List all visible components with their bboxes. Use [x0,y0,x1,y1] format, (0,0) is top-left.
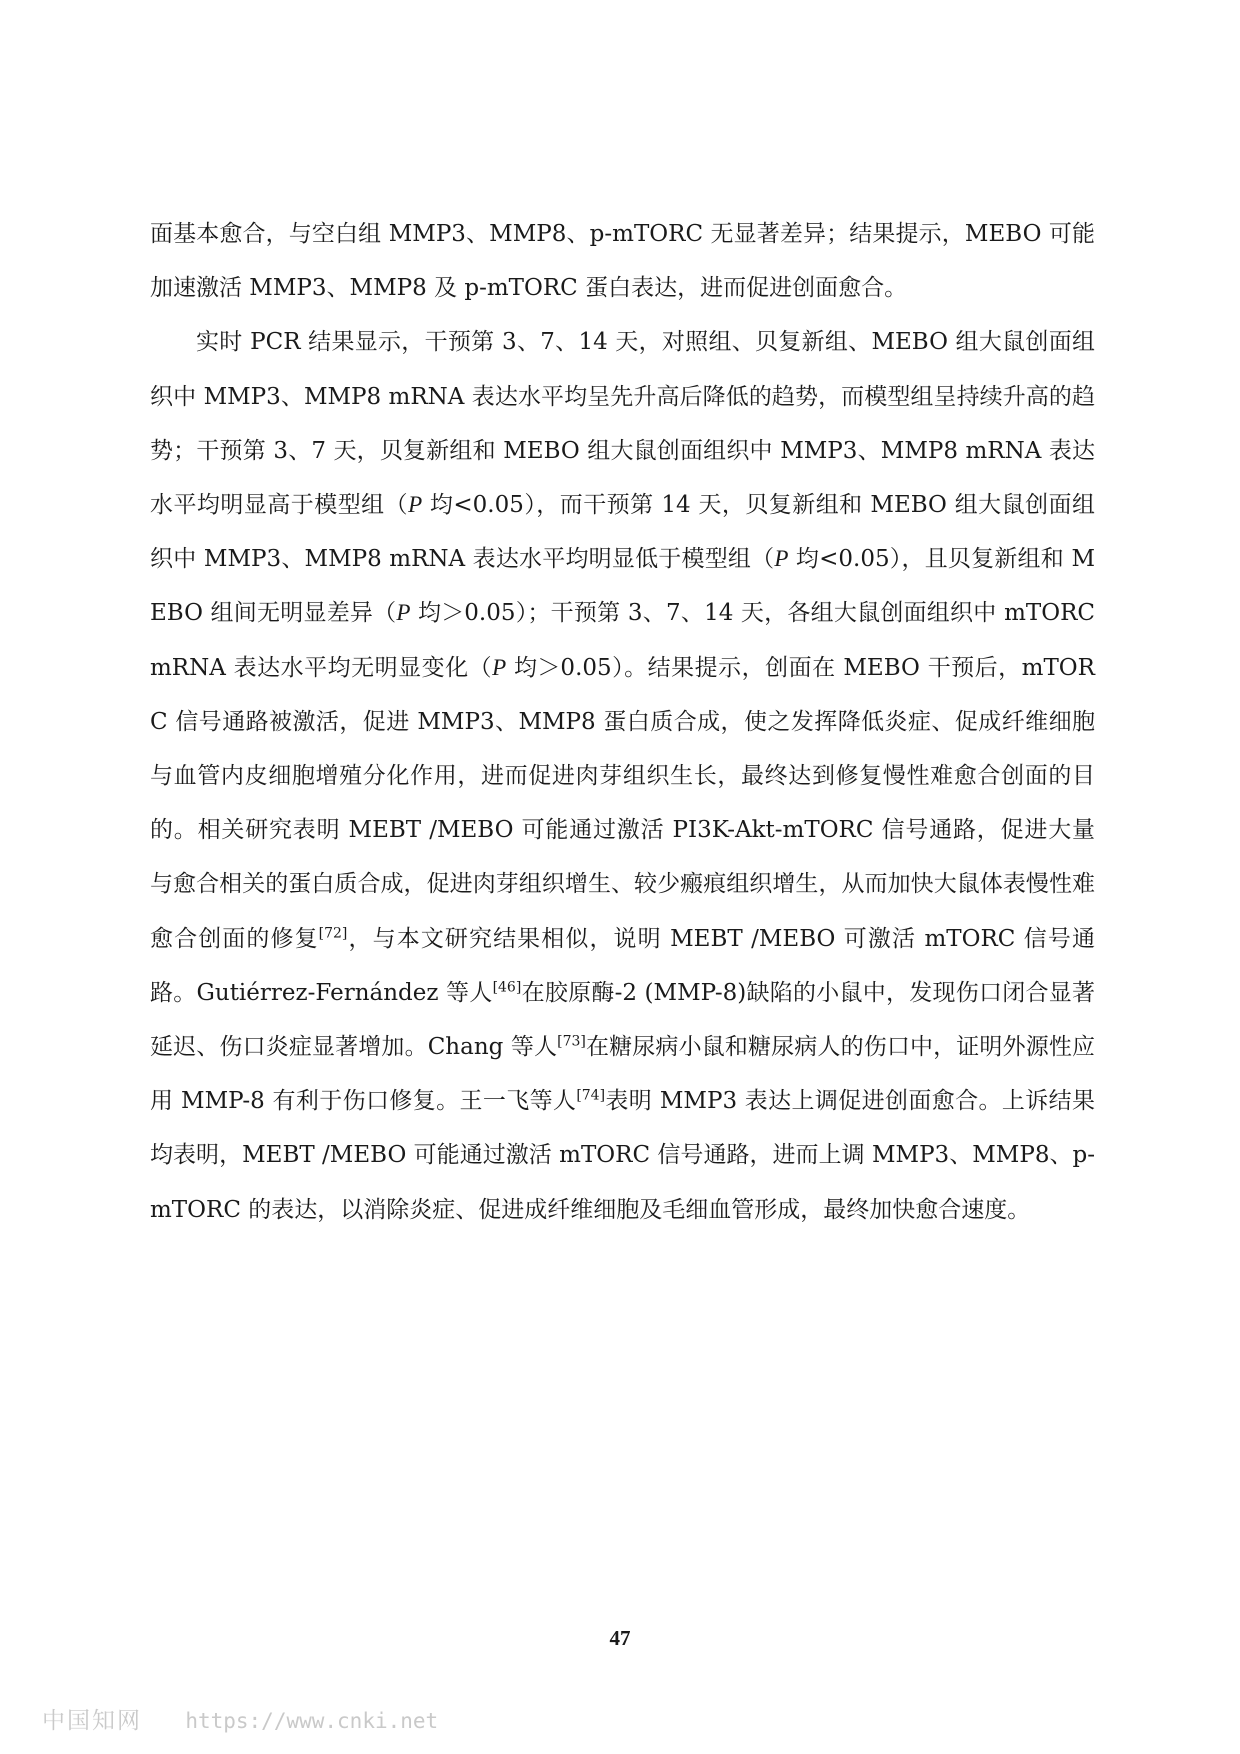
watermark-url: https://www.cnki.net [185,1709,439,1733]
cnki-watermark [42,1702,438,1735]
italic-symbol: P [492,654,507,680]
watermark-name: 中国知网 [42,1708,142,1734]
citation-ref: [72] [318,924,348,941]
text-run: 面基本愈合，与空白组 MMP3、MMP8、p-mTORC 无显著差异；结果提示，MEBO 可能加速激活 MMP3、MMP8 及 p-mTORC 蛋白表达，进而促进创面愈合。 [150,221,1095,302]
citation-ref: [73] [557,1033,586,1050]
text-run: 表明 MMP3 表达上调促进创面愈合。上诉结果均表明，MEBT /MEBO 可能通过激活 mTORC 信号通路，进而上调 MMP3、MMP8、p-mTORC 的表达，以消除炎症、促进成纤维细胞及毛细血管形成，最终加快愈合速度。 [150,1088,1095,1223]
paragraph-p2 [150,315,1095,1236]
text-run: 实时 PCR 结果显示，干预第 3、7、14 天，对照组、贝复新组、MEBO 组大鼠创面组织中 MMP3、MMP8 mRNA 表达水平均呈先升高后降低的趋势，而模型组呈持续升高的趋势；干预第 3、7 天，贝复新组和 MEBO 组大鼠创面组织中 MMP3、MMP8 mRNA 表达水平均明显高于模型组（ [150,329,1095,519]
citation-ref: [74] [576,1087,606,1104]
citation-ref: [46] [492,979,522,996]
italic-symbol: P [774,546,789,572]
italic-symbol: P [396,600,411,626]
text-run: 均＞0.05）。结果提示，创面在 MEBO 干预后，mTORC 信号通路被激活，促进 MMP3、MMP8 蛋白质合成，使之发挥降低炎症、促成纤维细胞与血管内皮细胞增殖分化作用，进而促进肉芽组织生长，最终达到修复慢性难愈合创面的目的。相关研究表明 MEBT /MEBO 可能通过激活 PI3K-Akt-mTORC 信号通路，促进大量与愈合相关的蛋白质合成，促进肉芽组织增生、较少瘢痕组织增生，从而加快大鼠体表慢性难愈合创面的修复 [150,654,1095,952]
text-run: ，与本文研究结果相似，说明 MEBT /MEBO 可激活 mTORC 信号通路。Gutiérrez-Fernández 等人 [150,925,1095,1006]
text-run: 在糖尿病小鼠和糖尿病人的伤口中，证明外源性应用 MMP-8 有利于伤口修复。王一飞等人 [150,1034,1095,1115]
italic-symbol: P [408,492,423,518]
body-text [150,207,1095,1237]
page-number: 47 [609,1626,631,1650]
paragraph-p1 [150,207,1095,315]
text-run: 均＞0.05）；干预第 3、7、14 天，各组大鼠创面组织中 mTORC mRNA 表达水平均无明显变化（ [150,600,1095,681]
text-run: 在胶原酶-2 (MMP-8)缺陷的小鼠中，发现伤口闭合显著延迟、伤口炎症显著增加。Chang 等人 [150,979,1095,1061]
text-run: 均<0.05），且贝复新组和 MEBO 组间无明显差异（ [150,546,1096,627]
text-run: 均<0.05），而干预第 14 天，贝复新组和 MEBO 组大鼠创面组织中 MMP3、MMP8 mRNA 表达水平均明显低于模型组（ [150,492,1095,573]
